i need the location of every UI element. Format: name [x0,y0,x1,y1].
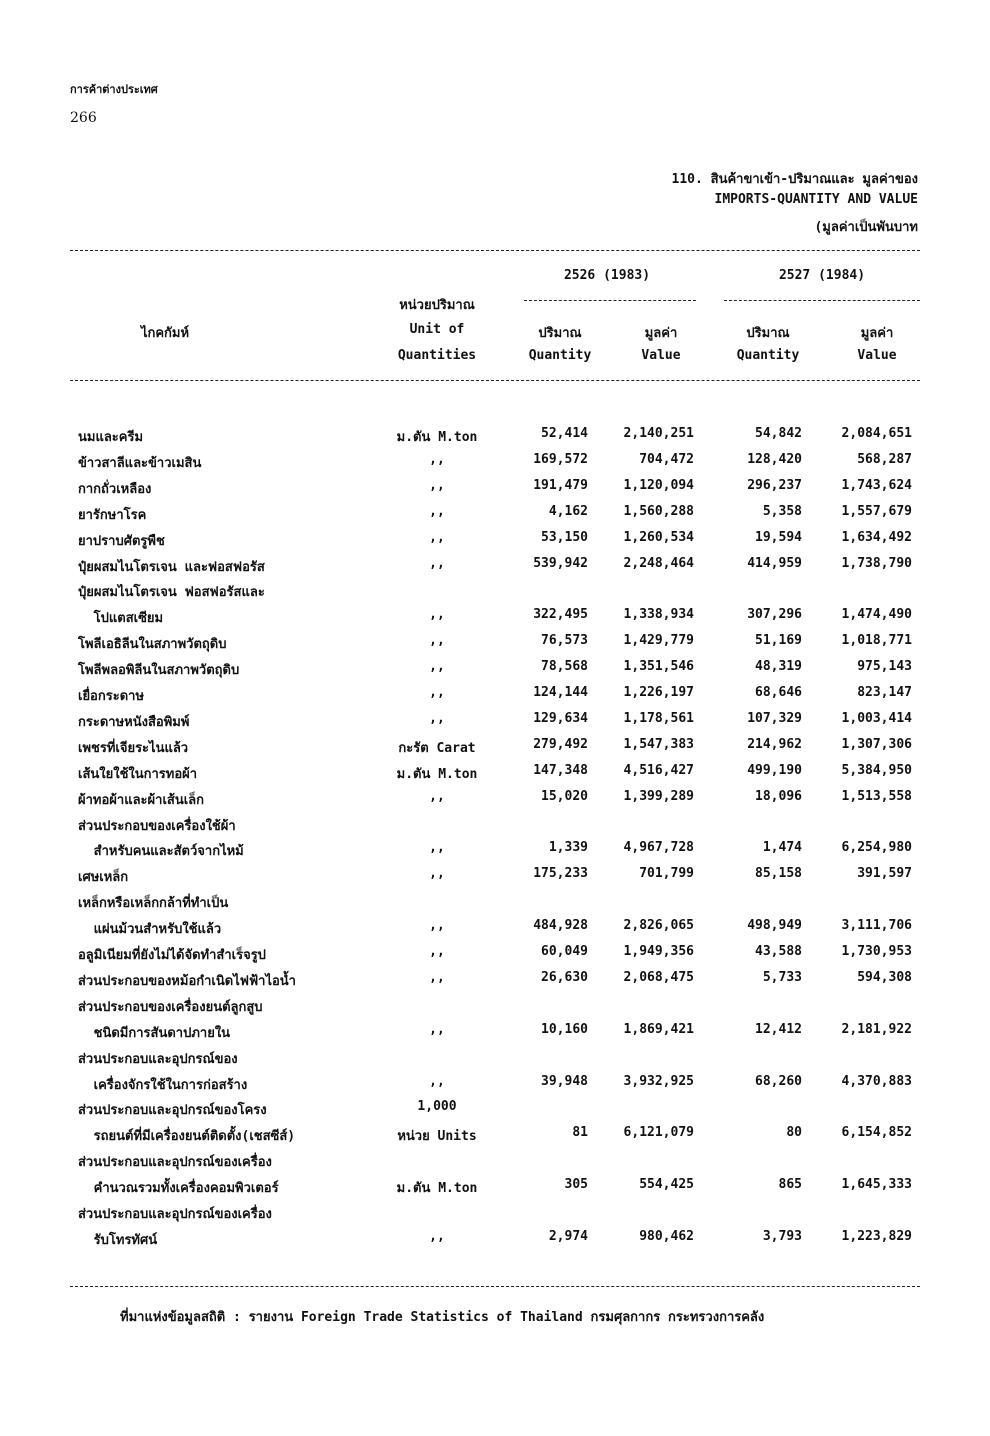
value-1983: 704,472 [639,451,694,467]
value-1983: 2,826,065 [623,918,694,934]
source-note: ที่มาแห่งข้อมูลสถิติ : รายงาน Foreign Trade Statistics of Thailand กรมศุลกากร กระทรวงการคลัง [120,1310,765,1325]
qty-1984: 498,949 [747,918,802,934]
item-name: รถยนต์ที่มีเครื่องยนต์ติดตั้ง(เชสซีส์) [78,1129,296,1145]
table-row [0,763,990,785]
qty-1983: 10,160 [541,1021,588,1037]
item-name: เพชรที่เจียระไนแล้ว [78,740,189,756]
table-row [0,866,990,888]
unit-cell: ,, [429,866,445,882]
value-1984: 5,384,950 [841,762,912,778]
table-row [0,452,990,474]
qty-1983: 26,630 [541,969,588,985]
unit-cell: ,, [429,451,445,467]
item-name: เศษเหล็ก [78,870,129,886]
value-1984: 1,730,953 [841,944,912,959]
value-1983: 2,068,475 [623,969,694,985]
unit-cell: ,, [429,633,445,649]
value-1983: 1,869,421 [623,1021,694,1037]
value-1983: 1,547,383 [623,736,694,752]
qty-1983: 124,144 [533,685,588,700]
qty1-header-th: ปริมาณ [538,326,582,341]
qty-1984: 80 [786,1125,802,1141]
item-name: ข้าวสาลีและข้าวเมสิน [78,455,202,471]
value-1983: 1,260,534 [623,529,694,545]
table-row [0,944,990,966]
table-row [0,633,990,655]
val1-header-th: มูลค่า [644,326,678,341]
section-header: การค้าต่างประเทศ [70,83,158,96]
qty-1983: 76,573 [541,633,588,649]
value-1984: 568,287 [857,451,912,467]
table-row [0,711,990,733]
unit-cell: ,, [429,529,445,545]
qty-1984: 414,959 [747,555,802,571]
value-1984: 1,513,558 [841,788,912,804]
qty-1984: 307,296 [747,607,802,623]
value-1984: 1,307,306 [841,736,912,752]
qty-1984: 3,793 [762,1228,802,1244]
value-1983: 1,338,934 [623,607,694,623]
qty-1984: 107,329 [747,710,802,726]
item-name: เยื่อกระดาษ [78,689,145,704]
table-row [0,815,990,837]
value-1983: 1,226,197 [623,685,694,700]
table-row [0,685,990,707]
qty-1983: 322,495 [533,607,588,623]
table-row [0,1125,990,1147]
qty2-header-th: ปริมาณ [746,326,790,341]
unit-cell: ,, [429,969,445,985]
item-name: ปุ๋ยผสมไนโตรเจน ฟอสฟอรัสและ [78,585,265,601]
page-number: 266 [70,110,97,126]
item-name: เครื่องจักรใช้ในการก่อสร้าง [78,1077,248,1093]
table-title-en: IMPORTS-QUANTITY AND VALUE [714,192,918,207]
unit-cell: ,, [429,659,445,675]
qty-1984: 5,733 [762,969,802,985]
item-name: ปุ๋ยผสมไนโตรเจน และฟอสฟอรัส [78,559,265,575]
value-1984: 4,370,883 [841,1073,912,1089]
table-row [0,426,990,448]
qty-1983: 169,572 [533,451,588,467]
value-1983: 2,248,464 [623,555,694,571]
table-title-th: 110. สินค้าขาเข้า-ปริมาณและ มูลค่าของ [671,172,918,187]
item-name: กากถั่วเหลือง [78,481,152,497]
value-1983: 2,140,251 [623,426,694,441]
year1-header: 2526 (1983) [563,268,651,283]
val2-header-th: มูลค่า [860,326,894,341]
value-1984: 975,143 [857,659,912,675]
table-row [0,607,990,629]
item-name: เหล็กหรือเหล็กกล้าที่ทำเป็น [78,896,229,912]
value-1983: 6,121,079 [623,1125,694,1141]
value-1983: 1,949,356 [623,944,694,959]
qty-1984: 12,412 [755,1021,802,1037]
value-1983: 1,560,288 [623,503,694,519]
value-1984: 823,147 [857,685,912,700]
item-name: แผ่นม้วนสำหรับใช้แล้ว [78,922,222,938]
item-name: โพลีเอธิลีนในสภาพวัตถุดิบ [78,637,227,653]
val2-header-en: Value [857,348,897,363]
value-1983: 1,429,779 [623,633,694,649]
qty-1984: 1,474 [762,840,802,856]
unit-cell: กะรัต Carat [398,740,476,756]
item-name: นมและครีม [78,430,144,445]
unit-cell: ,, [429,788,445,804]
value-1984: 6,254,980 [841,840,912,856]
value-1984: 2,084,651 [841,426,912,441]
item-name: ส่วนประกอบของเครื่องใช้ผ้า [78,818,236,834]
qty-1983: 60,049 [541,944,588,959]
table-row [0,970,990,992]
unit-cell: ,, [429,503,445,519]
unit-cell: ,, [429,710,445,726]
item-name: เส้นใยใช้ในการทอผ้า [78,766,198,782]
table-row [0,530,990,552]
unit-header-th: หน่วยปริมาณ [399,298,475,313]
table-row [0,1177,990,1199]
value-1984: 1,634,492 [841,529,912,545]
table-row [0,1229,990,1251]
table-row [0,1048,990,1070]
qty-1983: 52,414 [541,426,588,441]
qty-1983: 78,568 [541,659,588,675]
unit-cell: ,, [429,944,445,959]
unit-cell: ,, [429,840,445,856]
value-1984: 6,154,852 [841,1125,912,1141]
value-1984: 3,111,706 [841,918,912,934]
qty-1983: 81 [572,1125,588,1141]
value-1984: 1,645,333 [841,1177,912,1193]
qty-1983: 539,942 [533,555,588,571]
item-name: อลูมิเนียมที่ยังไม่ได้จัดทำสำเร็จรูป [78,948,266,963]
table-row [0,1022,990,1044]
item-name: ยารักษาโรค [78,507,147,523]
item-name: โปแตสเซียม [78,611,164,627]
unit-cell: ,, [429,555,445,571]
item-name: ส่วนประกอบของหม้อกำเนิดไฟฟ้าไอน้ำ [78,973,296,989]
value-1983: 4,516,427 [623,762,694,778]
value-1983: 1,178,561 [623,710,694,726]
qty-1984: 214,962 [747,736,802,752]
unit-cell: ,, [429,1021,445,1037]
value-1984: 594,308 [857,969,912,985]
table-row [0,659,990,681]
qty-1984: 48,319 [755,659,802,675]
qty-1984: 296,237 [747,477,802,493]
value-1984: 1,223,829 [841,1228,912,1244]
unit-header-en-1: Unit of [409,322,465,337]
divider-bottom [70,1286,920,1287]
table-row [0,1099,990,1121]
qty-1983: 129,634 [533,710,588,726]
qty-1983: 39,948 [541,1073,588,1089]
value-1983: 1,351,546 [623,659,694,675]
value-1984: 1,474,490 [841,607,912,623]
qty-1984: 68,260 [755,1073,802,1089]
item-name: ส่วนประกอบและอุปกรณ์ของเครื่อง [78,1155,272,1171]
value-1983: 4,967,728 [623,840,694,856]
item-name: ส่วนประกอบของเครื่องยนต์ลูกสูบ [78,999,263,1015]
value-1984: 1,003,414 [841,710,912,726]
qty-1984: 19,594 [755,529,802,545]
item-name: ส่วนประกอบและอุปกรณ์ของเครื่อง [78,1207,272,1222]
unit-cell: หน่วย Units [397,1129,477,1145]
qty-1983: 147,348 [533,762,588,778]
table-row [0,996,990,1018]
table-row [0,840,990,862]
table-row [0,737,990,759]
item-name: โพลีพลอพิลีนในสภาพวัตถุดิบ [78,663,240,679]
unit-cell: ม.ตัน M.ton [396,766,478,782]
item-name: คำนวณรวมทั้งเครื่องคอมพิวเตอร์ [78,1181,279,1197]
table-row [0,1203,990,1225]
divider-year2 [724,300,920,301]
value-1983: 554,425 [639,1177,694,1193]
unit-cell: ,, [429,1228,445,1244]
qty-1983: 2,974 [548,1228,588,1244]
qty-1984: 128,420 [747,451,802,467]
qty-1983: 191,479 [533,477,588,493]
qty-1983: 1,339 [548,840,588,856]
item-name: ยาปราบศัตรูพืช [78,533,165,549]
qty-1984: 18,096 [755,788,802,804]
qty-1984: 499,190 [747,762,802,778]
unit-cell: ม.ตัน M.ton [396,430,478,445]
item-name: ส่วนประกอบและอุปกรณ์ของ [78,1051,238,1067]
divider-header-bottom [70,380,920,381]
year2-header: 2527 (1984) [778,268,866,283]
table-title-note: (มูลค่าเป็นพันบาท [814,220,918,235]
value-1984: 1,557,679 [841,503,912,519]
value-1984: 1,743,624 [841,477,912,493]
value-1983: 980,462 [639,1228,694,1244]
unit-cell: ,, [429,918,445,934]
qty-1984: 43,588 [755,944,802,959]
item-name: สำหรับคนและสัตว์จากไหม้ [78,844,244,860]
value-1984: 1,738,790 [841,555,912,571]
table-row [0,892,990,914]
unit-cell: ม.ตัน M.ton [396,1181,478,1197]
table-row [0,1151,990,1173]
qty-1984: 865 [778,1177,802,1193]
value-1983: 701,799 [639,866,694,882]
table-row [0,789,990,811]
val1-header-en: Value [641,348,681,363]
item-name: ส่วนประกอบและอุปกรณ์ของโครง [78,1103,267,1119]
qty-1983: 484,928 [533,918,588,934]
qty2-header-en: Quantity [736,348,800,363]
qty-1983: 4,162 [548,503,588,519]
table-row [0,478,990,500]
qty-1984: 5,358 [762,503,802,519]
qty-1984: 85,158 [755,866,802,882]
table-row [0,556,990,578]
qty-1983: 175,233 [533,866,588,882]
value-1984: 1,018,771 [841,633,912,649]
qty-1984: 54,842 [755,426,802,441]
unit-header-en-2: Quantities [397,348,477,363]
unit-cell: ,, [429,1073,445,1089]
unit-cell: 1,000 [417,1099,457,1115]
qty-1984: 68,646 [755,685,802,700]
divider-top [70,250,920,251]
qty-1983: 53,150 [541,529,588,545]
qty-1983: 279,492 [533,736,588,752]
value-1983: 1,399,289 [623,788,694,804]
item-name: กระดาษหนังสือพิมพ์ [78,714,190,730]
qty-1983: 15,020 [541,788,588,804]
divider-year1 [524,300,696,301]
qty-1984: 51,169 [755,633,802,649]
item-name: ชนิดมีการสันดาปภายใน [78,1025,231,1041]
table-row [0,581,990,603]
table-row [0,504,990,526]
unit-cell: ,, [429,477,445,493]
table-row [0,918,990,940]
table-row [0,1074,990,1096]
unit-cell: ,, [429,607,445,623]
value-1983: 3,932,925 [623,1073,694,1089]
value-1984: 391,597 [857,866,912,882]
qty1-header-en: Quantity [528,348,592,363]
item-name: ผ้าทอผ้าและผ้าเส้นเล็ก [78,792,205,808]
unit-cell: ,, [429,685,445,700]
value-1983: 1,120,094 [623,477,694,493]
value-1984: 2,181,922 [841,1021,912,1037]
item-header-th: ไกคกัมห์ [140,326,190,341]
item-name: รับโทรทัศน์ [78,1232,158,1248]
qty-1983: 305 [564,1177,588,1193]
